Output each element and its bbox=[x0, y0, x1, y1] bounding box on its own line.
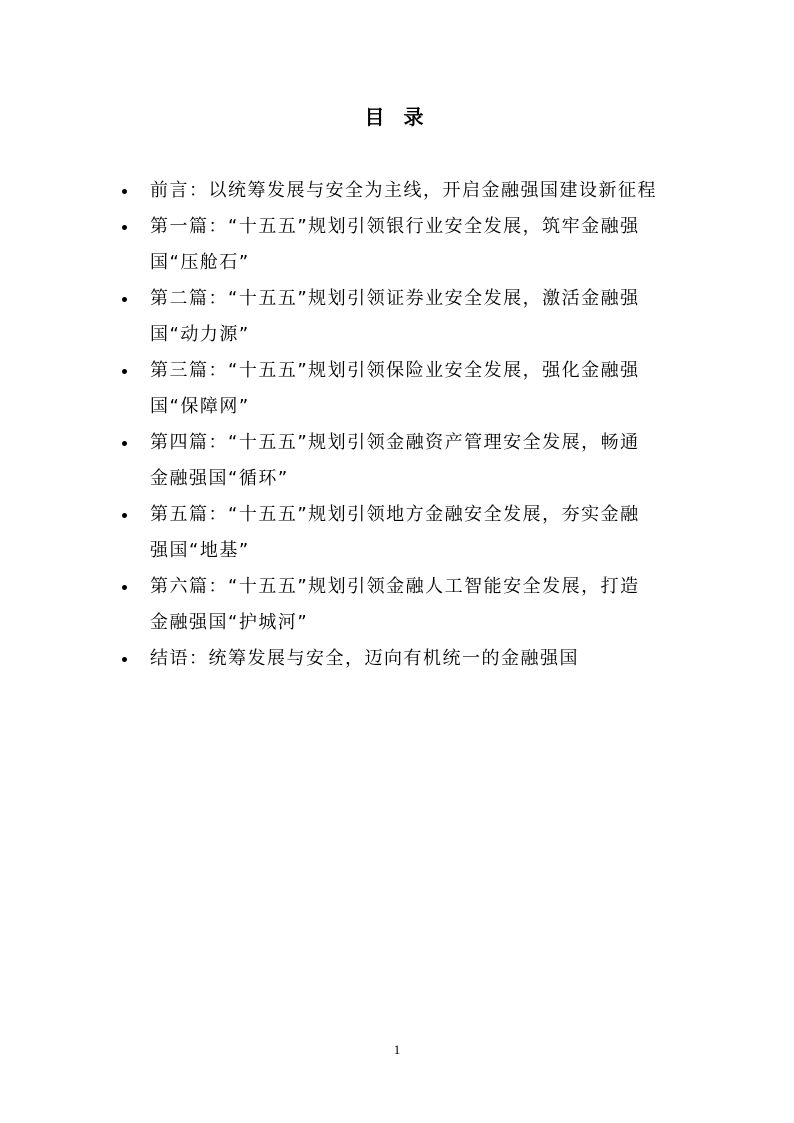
toc-item-text-continued: 国“保障网” bbox=[150, 396, 250, 417]
toc-item-part-1 bbox=[150, 209, 680, 281]
toc-item-part-2 bbox=[150, 281, 680, 353]
toc-item-conclusion bbox=[150, 641, 680, 677]
toc-item-text-continued: 国“动力源” bbox=[150, 324, 250, 345]
bullet-icon bbox=[122, 585, 127, 590]
bullet-icon bbox=[122, 225, 127, 230]
toc-item-text: 前言：以统筹发展与安全为主线，开启金融强国建设新征程 bbox=[150, 180, 657, 201]
bullet-icon bbox=[122, 657, 127, 662]
toc-item-text: 第四篇：“十五五”规划引领金融资产管理安全发展，畅通 bbox=[150, 432, 640, 453]
page-number: 1 bbox=[393, 1042, 401, 1057]
toc-item-text: 第一篇：“十五五”规划引领银行业安全发展，筑牢金融强 bbox=[150, 216, 640, 237]
bullet-icon bbox=[122, 441, 127, 446]
toc-item-part-3 bbox=[150, 353, 680, 425]
bullet-icon bbox=[122, 369, 127, 374]
toc-item-part-6 bbox=[150, 569, 680, 641]
toc-item-text: 第五篇：“十五五”规划引领地方金融安全发展，夯实金融 bbox=[150, 504, 640, 525]
toc-item-text: 第三篇：“十五五”规划引领保险业安全发展，强化金融强 bbox=[150, 360, 640, 381]
bullet-icon bbox=[122, 297, 127, 302]
toc-item-part-5 bbox=[150, 497, 680, 569]
toc-list bbox=[150, 173, 680, 677]
toc-item-text: 第六篇：“十五五”规划引领金融人工智能安全发展，打造 bbox=[150, 576, 640, 597]
bullet-icon bbox=[122, 513, 127, 518]
toc-item-text: 结语：统筹发展与安全，迈向有机统一的金融强国 bbox=[150, 648, 579, 669]
toc-item-text-continued: 金融强国“护城河” bbox=[150, 612, 309, 633]
toc-item-text-continued: 国“压舱石” bbox=[150, 252, 250, 273]
toc-item-part-4 bbox=[150, 425, 680, 497]
toc-item-preface bbox=[150, 173, 680, 209]
bullet-icon bbox=[122, 189, 127, 194]
toc-item-text-continued: 强国“地基” bbox=[150, 540, 250, 561]
toc-item-text-continued: 金融强国“循环” bbox=[150, 468, 289, 489]
toc-item-text: 第二篇：“十五五”规划引领证券业安全发展，激活金融强 bbox=[150, 288, 640, 309]
toc-title: 目 录 bbox=[364, 105, 430, 129]
